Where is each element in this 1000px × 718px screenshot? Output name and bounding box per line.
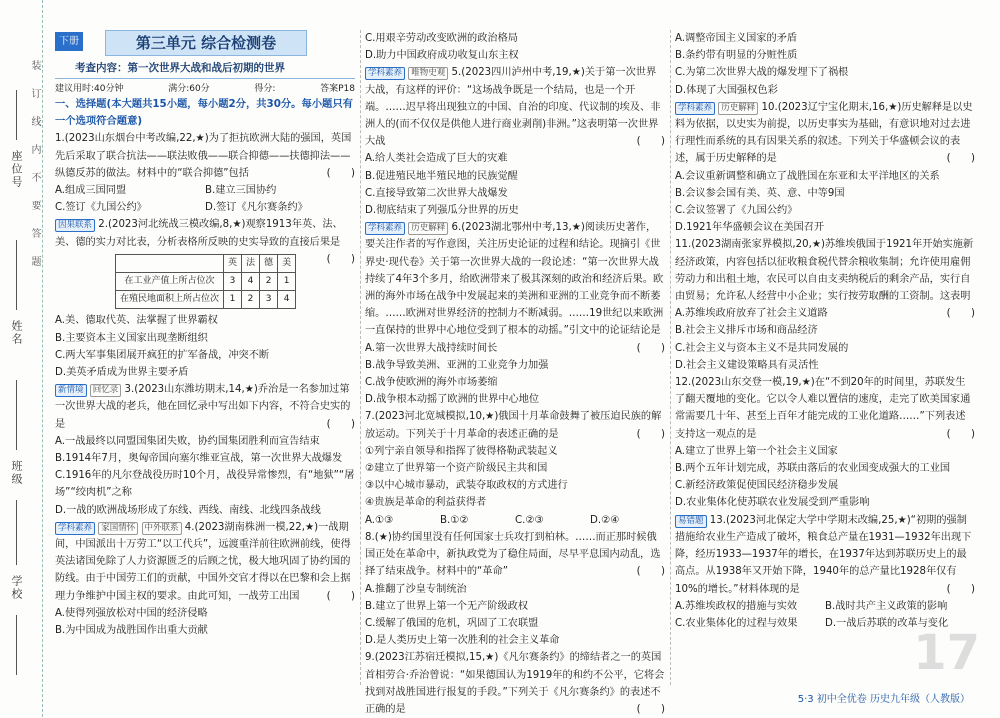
- question-stem: 11.(2023湖南张家界模拟,20,★)苏维埃俄国于1921年开始实施新经济政策，内容包括以征收粮食税代替余粮收集制；允许使用雇佣劳动力和出租土地，农民可以自由支卖纳税后的剩余产品，实行自由贸易；允许私人经营中小企业；实行按劳取酬的工资制。这表明: [675, 239, 974, 303]
- question-options: [365, 512, 665, 529]
- table-cell: 1: [278, 273, 296, 291]
- statement-4: ④贵族是革命的利益获得者: [365, 497, 487, 509]
- exam-header: [55, 30, 355, 92]
- exam-meta: [55, 78, 355, 98]
- option-c[interactable]: C.用艰辛劳动改变欧洲的政治格局: [365, 33, 518, 44]
- table-cell: 3: [260, 291, 278, 309]
- score-text: 满分:60分: [168, 84, 210, 94]
- option-b[interactable]: B.会议参会国有美、英、意、中等9国: [675, 187, 845, 199]
- table-header-cell: 美: [278, 254, 296, 272]
- question-badge: 因果联系: [55, 219, 95, 232]
- question-badge: 回忆录: [90, 384, 122, 397]
- answer-blank[interactable]: ( ): [636, 566, 665, 578]
- option-b[interactable]: B.建立三国协约: [205, 185, 277, 197]
- question-1: [55, 130, 355, 216]
- option-a[interactable]: A.一战最终以同盟国集团失败，协约国集团胜利而宣告结束: [55, 435, 320, 447]
- option-d[interactable]: D.1921年华盛顿会议在美国召开: [675, 222, 825, 234]
- question-options: [55, 182, 355, 216]
- question-13: [675, 512, 975, 632]
- option-a[interactable]: A.苏维埃政府放弃了社会主义道路: [675, 308, 828, 320]
- question-12: [675, 374, 975, 512]
- option-a[interactable]: A.建立了世界上第一个社会主义国家: [675, 445, 838, 457]
- time-text: 建议用时:40分钟: [55, 84, 124, 94]
- school-line-2: [16, 615, 17, 675]
- name-label: 姓名: [10, 320, 23, 346]
- class-label: 班级: [10, 460, 23, 486]
- option-d[interactable]: D.农业集体化使苏联农业发展受到严重影响: [675, 497, 870, 509]
- got-text: 得分:: [254, 84, 276, 94]
- table-cell: 2: [242, 291, 260, 309]
- option-b[interactable]: B.社会主义排斥市场和商品经济: [675, 325, 818, 337]
- column-1: [55, 30, 355, 639]
- option-c[interactable]: C.缓解了俄国的危机，巩固了工农联盟: [365, 617, 539, 629]
- column-2: [365, 30, 665, 718]
- answer-ref: 答案P18: [320, 84, 355, 94]
- section-heading: 一、选择题(本大题共15小题，每小题2分，共30分。每小题只有一个选项符合题意): [55, 98, 353, 128]
- footer-brand: 5·3 初中全优卷: [797, 694, 867, 705]
- answer-blank[interactable]: ( ): [946, 583, 975, 595]
- option-d[interactable]: D.②④: [590, 514, 620, 526]
- option-d[interactable]: D.彻底结束了列强瓜分世界的历史: [365, 205, 519, 217]
- answer-blank[interactable]: ( ): [326, 590, 355, 602]
- option-a[interactable]: A.第一次世界大战持续时间长: [365, 342, 498, 354]
- option-d[interactable]: D.美英矛盾成为世界主要矛盾: [55, 367, 189, 379]
- question-badge: 家国情怀: [98, 522, 138, 535]
- question-stem: 10.(2023辽宁宝化期末,16,★)历史解释是以史料为依据，以史实为前提，以历史事实为基础，有意识地对过去进行理性而系统的具有因果关系的叙述。下列关于华盛顿会议的表述，属于历史解释的是: [675, 101, 973, 165]
- statement-3: ③以中心城市暴动，武装夺取政权的方式进行: [365, 480, 568, 492]
- question-stem: 6.(2023湖北鄂州中考,13,★)阅读历史著作，要关注作者的写作意图，关注历史论证的过程和结论。现摘引《世界史·现代卷》关于第一次世界大战的一段论述：“第一次世界大战持续了4年3个多月，给欧洲带来了极其深刻的政治和经济后果。欧洲的海外市场在战争中发展起来的美洲和亚洲的工业竞争而不断萎缩。……欧洲对世界经济的控制力不断减弱。……19世纪以来欧洲一直保持的世界中心地位受到了根本的动摇。”引文中的论证结论是: [365, 222, 664, 337]
- table-cell: 在工业产值上所占位次: [116, 273, 224, 291]
- option-b[interactable]: B.为中国成为战胜国作出重大贡献: [55, 625, 208, 637]
- option-b[interactable]: B.促进殖民地半殖民地的民族觉醒: [365, 170, 518, 182]
- data-table: [115, 254, 296, 310]
- option-d[interactable]: D.是人类历史上第一次胜利的社会主义革命: [365, 635, 560, 647]
- table-cell: 2: [260, 273, 278, 291]
- option-a[interactable]: A.美、德取代英、法掌握了世界霸权: [55, 315, 218, 327]
- answer-blank[interactable]: ( ): [326, 167, 355, 179]
- option-c[interactable]: C.直接导致第二次世界大战爆发: [365, 187, 508, 199]
- option-a[interactable]: A.推翻了沙皇专制统治: [365, 583, 467, 595]
- page-title: 第三单元 综合检测卷: [105, 30, 307, 56]
- question-8: [365, 529, 665, 649]
- table-header-cell: 英: [224, 254, 242, 272]
- option-d[interactable]: D.体现了大国强权色彩: [675, 84, 778, 96]
- answer-blank[interactable]: ( ): [636, 703, 665, 715]
- answer-blank[interactable]: ( ): [326, 253, 355, 265]
- answer-blank[interactable]: ( ): [636, 136, 665, 148]
- question-stem: 4.(2023湖南株洲一模,22,★)一战期间，中国派出十万劳工“以工代兵”，远渡重洋前往欧洲前线，使得英法诸国免除了人力资源匮乏的后顾之忧，极大地巩固了协约国的防线。由于中国劳工们的贡献，中国外交官才得以在巴黎和会上据理力争维护中国主权的要求。由此可知，一战劳工出国: [55, 521, 351, 602]
- option-b[interactable]: B.条约带有明显的分赃性质: [675, 50, 798, 62]
- option-a[interactable]: A.组成三国同盟: [55, 185, 127, 197]
- option-b[interactable]: B.建立了世界上第一个无产阶级政权: [365, 600, 529, 612]
- question-stem: 5.(2023四川泸州中考,19,★)关于第一次世界大战，有这样的评价：“这场战争既是一个结局，也是一个开端。……迟早将出现独立的中国、自治的印度、代议制的埃及、非洲人的(而不仅仅是供他人进行商业剥削)非洲。”这表明第一次世界大战: [365, 67, 661, 148]
- question-2: [55, 216, 355, 381]
- seat-label: 座位号: [10, 150, 23, 189]
- option-d[interactable]: D.助力中国政府成功收复山东主权: [365, 50, 519, 62]
- option-a[interactable]: A.①③: [365, 514, 394, 526]
- page-number: 17: [913, 625, 980, 681]
- question-stem: 2.(2023河北统战三模改编,8,★)观察1913年英、法、美、德的实力对比表，分析表格所反映的史实导致的直接后果是: [55, 219, 343, 248]
- option-d[interactable]: D.战争根本动摇了欧洲的世界中心地位: [365, 394, 540, 406]
- option-a[interactable]: A.给人类社会造成了巨大的灾难: [365, 153, 508, 165]
- option-c[interactable]: C.签订《九国公约》: [55, 202, 147, 214]
- page-footer: [798, 690, 970, 705]
- answer-blank[interactable]: ( ): [946, 308, 975, 320]
- answer-blank[interactable]: ( ): [946, 428, 975, 440]
- option-c[interactable]: C.②③: [515, 514, 544, 526]
- answer-blank[interactable]: ( ): [326, 418, 355, 430]
- option-c[interactable]: C.农业集体化的过程与效果: [675, 617, 798, 629]
- question-badge: 新情境: [55, 384, 87, 397]
- question-badge: 易错题: [675, 515, 707, 528]
- question-stem: 8.(★)协约国里没有任何国家士兵攻打到柏林。……而正那时候俄国正处在革命中，新执政党为了稳住局面，尽早平息国内动乱，选择了结束战争。材料中的“革命”: [365, 531, 661, 578]
- option-c[interactable]: C.战争使欧洲的海外市场萎缩: [365, 377, 498, 389]
- answer-blank[interactable]: ( ): [636, 342, 665, 354]
- question-6: [365, 219, 665, 408]
- question-7: [365, 408, 665, 528]
- option-b[interactable]: B.①②: [440, 514, 469, 526]
- answer-blank[interactable]: ( ): [946, 153, 975, 165]
- statement-2: ②建立了世界第一个资产阶级民主共和国: [365, 463, 548, 475]
- table-cell: 在殖民地面积上所占位次: [116, 291, 224, 309]
- option-c[interactable]: C.1916年的凡尔登战役历时10个月，战役异常惨烈，有“地狱”“屠场”“绞肉机”之称: [55, 470, 355, 499]
- footer-subject: 历史九年级（人教版）: [870, 694, 970, 705]
- question-4: [55, 519, 355, 639]
- question-badge: 历史解释: [718, 102, 758, 115]
- question-9: [365, 649, 665, 718]
- question-10: [675, 99, 975, 237]
- option-b[interactable]: B.两个五年计划完成，苏联由落后的农业国变成强大的工业国: [675, 463, 951, 475]
- option-b[interactable]: B.主要资本主义国家出现垄断组织: [55, 332, 208, 344]
- question-stem: 13.(2023河北保定大学中学期末改编,25,★)“初期的强制措施给农业生产造成了破坏，粮食总产量在1931—1932年出现下降，经历1933—1937年的增长，在1937年达到苏联历史上的最高点。从1938年又开始下降，1940年的总产量比1928年仅有10%的增长。”材料体现的是: [675, 514, 972, 595]
- question-11: [675, 236, 975, 374]
- table-cell: 4: [242, 273, 260, 291]
- question-badge: 中外联系: [142, 522, 182, 535]
- binding-cut-notice: 装订线内不要答题: [29, 60, 40, 284]
- question-stem: 12.(2023山东交登一模,19,★)在“不到20年的时间里，苏联发生了翻天覆地的变化。它以令人难以置信的速度，走完了欧美国家通常需要几十年、甚至上百年才能完成的工业化道路……”下列表述支持这一观点的是: [675, 377, 971, 440]
- option-d[interactable]: D.社会主义建设策略具有灵活性: [675, 359, 819, 371]
- school-label: 学校: [10, 575, 23, 601]
- question-badge: 学科素养: [365, 67, 405, 80]
- option-b[interactable]: B.1914年7月，奥匈帝国向塞尔维亚宣战，第一次世界大战爆发: [55, 453, 343, 465]
- option-a[interactable]: A.苏维埃政权的措施与实效: [675, 600, 798, 612]
- question-3: [55, 381, 355, 519]
- question-badge: 学科素养: [365, 222, 405, 235]
- option-c[interactable]: C.两大军事集团展开疯狂的扩军备战，冲突不断: [55, 349, 270, 361]
- table-cell: 4: [278, 291, 296, 309]
- question-stem: 1.(2023山东烟台中考改编,22,★)为了拒抗欧洲大陆的强国，英国先后采取了联合抗法——联法败俄——联合抑德——扶德抑法——纵德反苏的做法。材料中的“联合抑德”包括: [55, 133, 352, 179]
- option-a[interactable]: A.会议重新调整和确立了战胜国在东亚和太平洋地区的关系: [675, 170, 940, 182]
- option-d[interactable]: D.一战后苏联的改革与变化: [825, 617, 949, 629]
- question-5: [365, 64, 665, 219]
- question-stem: 3.(2023山东潍坊期末,14,★)乔治是一名参加过第一次世界大战的老兵，他在回忆录中写出如下内容，不符合史实的是: [55, 384, 351, 430]
- table-header-cell: 法: [242, 254, 260, 272]
- question-badge: 唯物史观: [408, 67, 448, 80]
- statement-1: ①列宁亲自领导和指挥了彼得格勒武装起义: [365, 445, 558, 457]
- table-cell: 1: [224, 291, 242, 309]
- volume-tag: 下册: [55, 32, 83, 51]
- column-3: [675, 30, 975, 632]
- option-d[interactable]: D.签订《凡尔赛条约》: [205, 202, 308, 214]
- column-divider: [670, 30, 671, 685]
- answer-blank[interactable]: ( ): [636, 428, 665, 440]
- option-c[interactable]: C.为第二次世界大战的爆发埋下了祸根: [675, 67, 849, 79]
- column-divider: [360, 30, 361, 685]
- question-badge: 学科素养: [55, 522, 95, 535]
- question-badge: 历史解释: [408, 222, 448, 235]
- question-stem: 9.(2023江苏宿迁模拟,15,★)《凡尔赛条约》的缔结者之一的英国首相劳合·乔治曾说：“如果德国认为1919年的和约不公平，它将会找到对战胜国进行报复的手段。”下列关于《凡尔赛条约》的表述不正确的是: [365, 652, 665, 715]
- option-c[interactable]: C.社会主义与资本主义不是共同发展的: [675, 342, 849, 354]
- table-cell: 3: [224, 273, 242, 291]
- option-b[interactable]: B.战争导致美洲、亚洲的工业竞争力加强: [365, 359, 549, 371]
- table-header-cell: [116, 254, 224, 272]
- option-c[interactable]: C.会议签署了《九国公约》: [675, 205, 798, 217]
- table-header-cell: 德: [260, 254, 278, 272]
- school-line: [16, 500, 17, 565]
- option-b[interactable]: B.战时共产主义政策的影响: [825, 600, 948, 612]
- name-line: [16, 240, 17, 310]
- option-a[interactable]: A.调整帝国主义国家的矛盾: [675, 33, 798, 44]
- question-stem: 7.(2023河北宽城模拟,10,★)俄国十月革命鼓舞了被压迫民族的解放运动。下列关于十月革命的表述正确的是: [365, 411, 662, 440]
- exam-scope: 考查内容：第一次世界大战和战后初期的世界: [75, 62, 285, 74]
- option-a[interactable]: A.使得列强放松对中国的经济侵略: [55, 607, 208, 619]
- class-line: [16, 380, 17, 450]
- seat-line: [16, 90, 17, 140]
- question-badge: 学科素养: [675, 102, 715, 115]
- option-c[interactable]: C.新经济政策促使国民经济稳步发展: [675, 480, 839, 492]
- option-d[interactable]: D.一战的欧洲战场形成了东线、西线、南线、北线四条战线: [55, 504, 321, 516]
